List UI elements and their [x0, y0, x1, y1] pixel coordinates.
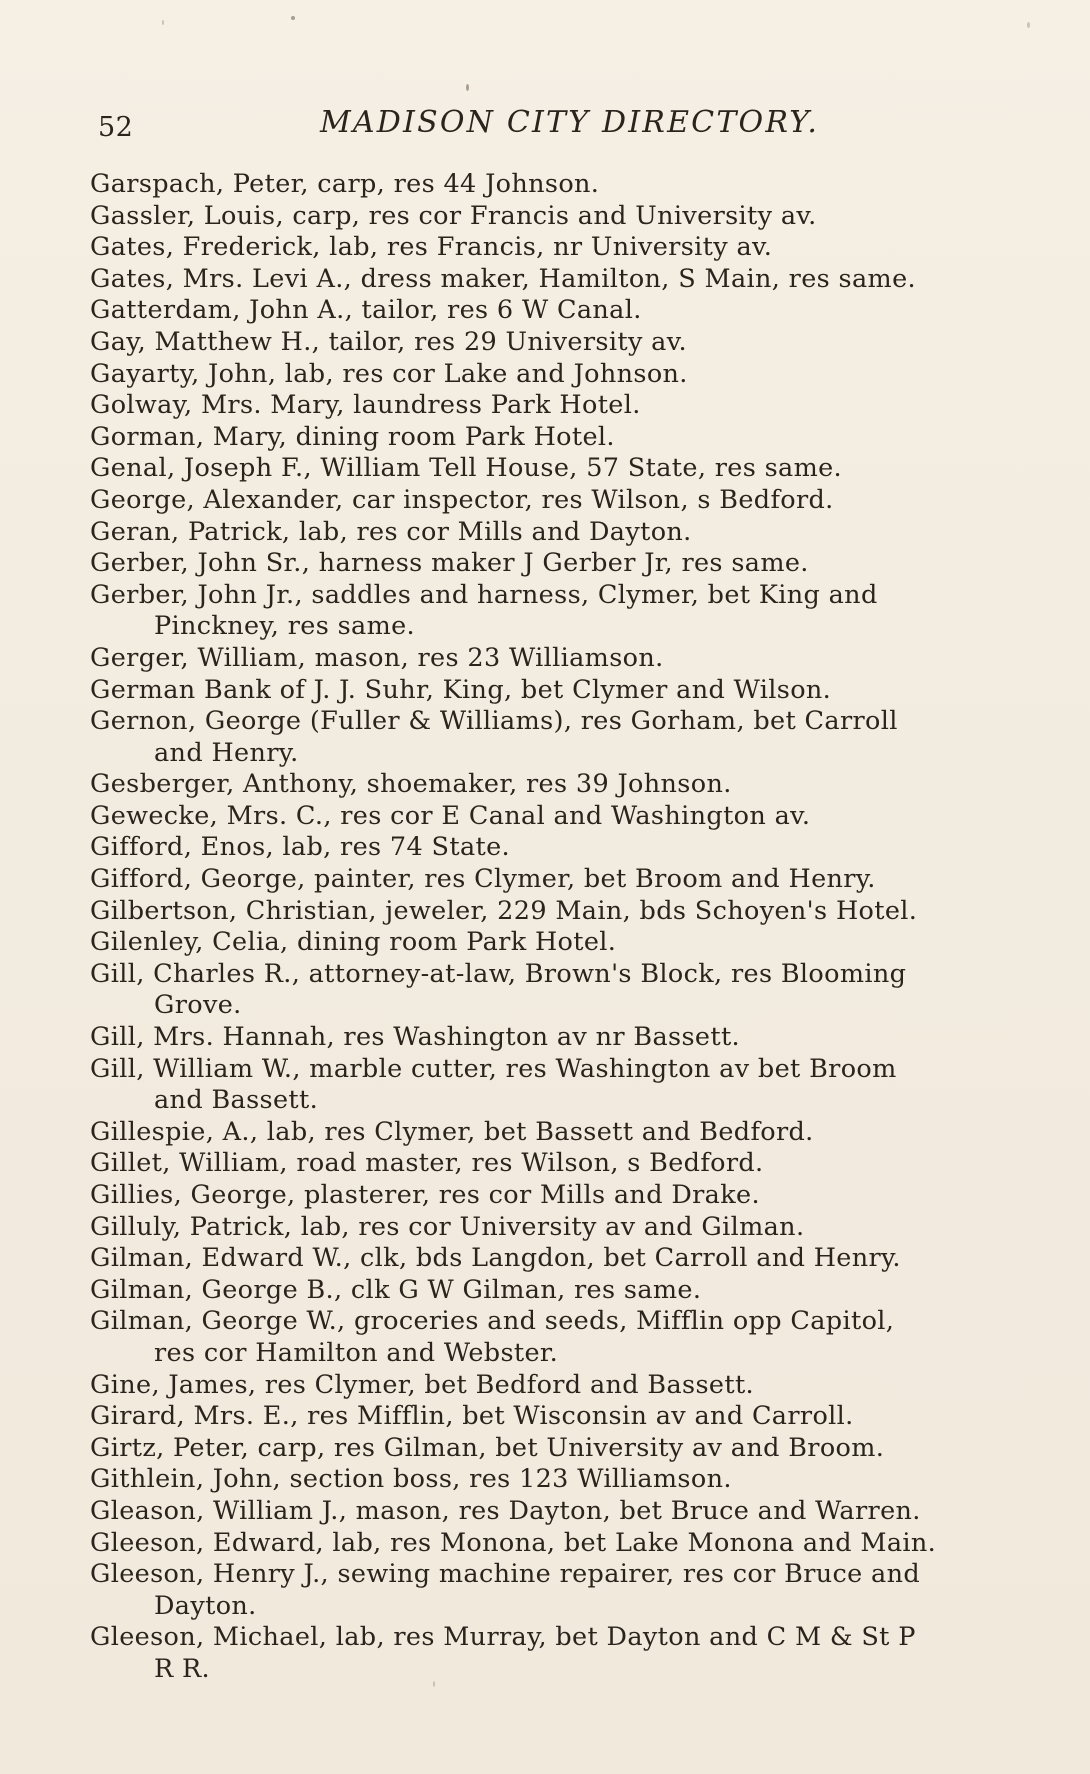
entry-line: Gleeson, Michael, lab, res Murray, bet Dayton and C M & St P — [90, 1622, 916, 1653]
entry-continuation-line: and Henry. — [154, 737, 299, 768]
entry-continuation-line: Dayton. — [154, 1590, 257, 1621]
directory-entry — [90, 327, 990, 359]
directory-entry — [90, 1528, 990, 1560]
entry-line: Gleeson, Edward, lab, res Monona, bet Lake Monona and Main. — [90, 1527, 937, 1558]
directory-entry — [90, 864, 990, 896]
directory-entry — [90, 1464, 990, 1496]
directory-entry — [90, 896, 990, 928]
directory-entry — [90, 832, 990, 864]
paper-speck — [291, 16, 295, 20]
entry-line: Gill, Mrs. Hannah, res Washington av nr Bassett. — [90, 1022, 741, 1053]
entry-line: Gassler, Louis, carp, res cor Francis and University av. — [90, 200, 817, 231]
paper-speck — [162, 20, 164, 25]
entry-line: Gates, Frederick, lab, res Francis, nr University av. — [90, 232, 773, 263]
entry-line: Gates, Mrs. Levi A., dress maker, Hamilton, S Main, res same. — [90, 263, 916, 294]
directory-entry — [90, 1433, 990, 1465]
directory-entry — [90, 1148, 990, 1180]
directory-entry — [90, 548, 990, 580]
directory-entry — [90, 295, 990, 327]
entry-line: Gayarty, John, lab, res cor Lake and Johnson. — [90, 358, 688, 389]
directory-entry — [90, 232, 990, 264]
directory-entry — [90, 390, 990, 422]
directory-entry — [90, 1496, 990, 1528]
directory-entry — [90, 485, 990, 517]
directory-entry — [90, 769, 990, 801]
directory-entry — [90, 1306, 990, 1369]
entry-line: Golway, Mrs. Mary, laundress Park Hotel. — [90, 390, 641, 421]
entry-line: Garspach, Peter, carp, res 44 Johnson. — [90, 169, 600, 199]
paper-speck — [1027, 22, 1030, 28]
directory-entry — [90, 643, 990, 675]
entry-line: Gine, James, res Clymer, bet Bedford and Bassett. — [90, 1369, 755, 1400]
directory-entry — [90, 1022, 990, 1054]
entry-line: Gewecke, Mrs. C., res cor E Canal and Washington av. — [90, 800, 811, 831]
paper-speck — [466, 84, 469, 91]
entry-line: Gay, Matthew H., tailor, res 29 University av. — [90, 326, 687, 357]
entry-line: Girtz, Peter, carp, res Gilman, bet University av and Broom. — [90, 1432, 885, 1463]
entry-line: Gifford, George, painter, res Clymer, bet Broom and Henry. — [90, 864, 876, 895]
entry-line: Gill, William W., marble cutter, res Washington av bet Broom — [90, 1053, 897, 1084]
entry-line: Girard, Mrs. E., res Mifflin, bet Wisconsin av and Carroll. — [90, 1401, 854, 1432]
entry-line: George, Alexander, car inspector, res Wilson, s Bedford. — [90, 484, 834, 515]
entry-line: Gillespie, A., lab, res Clymer, bet Bassett and Bedford. — [90, 1116, 814, 1147]
entry-line: Gillies, George, plasterer, res cor Mills and Drake. — [90, 1180, 760, 1210]
directory-entry — [90, 801, 990, 833]
entry-line: Gerber, John Jr., saddles and harness, Clymer, bet King and — [90, 579, 878, 610]
entry-line: Gerger, William, mason, res 23 Williamson. — [90, 642, 664, 673]
entry-continuation-line: res cor Hamilton and Webster. — [154, 1337, 559, 1368]
directory-entries — [90, 169, 990, 1686]
entry-continuation-line: Grove. — [154, 990, 242, 1021]
page-header — [98, 100, 998, 143]
page-number: 52 — [98, 112, 134, 143]
directory-entry — [90, 1622, 990, 1685]
directory-entry — [90, 1243, 990, 1275]
directory-entry — [90, 1275, 990, 1307]
running-head: MADISON CITY DIRECTORY. — [320, 105, 820, 140]
directory-entry — [90, 201, 990, 233]
entry-line: Genal, Joseph F., William Tell House, 57 State, res same. — [90, 453, 843, 484]
directory-entry — [90, 706, 990, 769]
entry-line: German Bank of J. J. Suhr, King, bet Clymer and Wilson. — [90, 674, 832, 705]
entry-line: Gifford, Enos, lab, res 74 State. — [90, 832, 510, 863]
entry-line: Gesberger, Anthony, shoemaker, res 39 Johnson. — [90, 769, 732, 800]
entry-line: Gilman, George W., groceries and seeds, Mifflin opp Capitol, — [90, 1306, 895, 1337]
entry-line: Gilluly, Patrick, lab, res cor University av and Gilman. — [90, 1211, 805, 1242]
entry-line: Gilenley, Celia, dining room Park Hotel. — [90, 927, 617, 958]
entry-line: Gilman, Edward W., clk, bds Langdon, bet Carroll and Henry. — [90, 1243, 901, 1274]
entry-line: Gleeson, Henry J., sewing machine repairer, res cor Bruce and — [90, 1559, 921, 1590]
entry-line: Gatterdam, John A., tailor, res 6 W Canal. — [90, 295, 642, 326]
directory-entry — [90, 1054, 990, 1117]
entry-line: Gleason, William J., mason, res Dayton, bet Bruce and Warren. — [90, 1495, 921, 1526]
entry-line: Githlein, John, section boss, res 123 Williamson. — [90, 1464, 732, 1495]
directory-entry — [90, 422, 990, 454]
entry-line: Gill, Charles R., attorney-at-law, Brown's Block, res Blooming — [90, 958, 907, 989]
directory-entry — [90, 1212, 990, 1244]
directory-entry — [90, 264, 990, 296]
directory-entry — [90, 675, 990, 707]
directory-entry — [90, 517, 990, 549]
directory-entry — [90, 359, 990, 391]
directory-entry — [90, 1180, 990, 1212]
entry-line: Gilbertson, Christian, jeweler, 229 Main, bds Schoyen's Hotel. — [90, 895, 918, 926]
entry-continuation-line: and Bassett. — [154, 1085, 319, 1116]
entry-line: Gerber, John Sr., harness maker J Gerber Jr, res same. — [90, 548, 809, 579]
entry-line: Gorman, Mary, dining room Park Hotel. — [90, 421, 615, 452]
entry-line: Gernon, George (Fuller & Williams), res Gorham, bet Carroll — [90, 706, 898, 737]
directory-entry — [90, 1370, 990, 1402]
directory-entry — [90, 927, 990, 959]
directory-entry — [90, 453, 990, 485]
directory-entry — [90, 1401, 990, 1433]
entry-continuation-line: Pinckney, res same. — [154, 611, 416, 642]
entry-line: Geran, Patrick, lab, res cor Mills and Dayton. — [90, 516, 692, 547]
directory-entry — [90, 959, 990, 1022]
directory-entry — [90, 580, 990, 643]
paper-speck — [433, 1681, 435, 1687]
directory-entry — [90, 1559, 990, 1622]
entry-continuation-line: R R. — [154, 1653, 211, 1684]
entry-line: Gillet, William, road master, res Wilson, s Bedford. — [90, 1148, 764, 1179]
entry-line: Gilman, George B., clk G W Gilman, res same. — [90, 1274, 702, 1305]
directory-entry — [90, 1117, 990, 1149]
directory-entry — [90, 169, 990, 201]
